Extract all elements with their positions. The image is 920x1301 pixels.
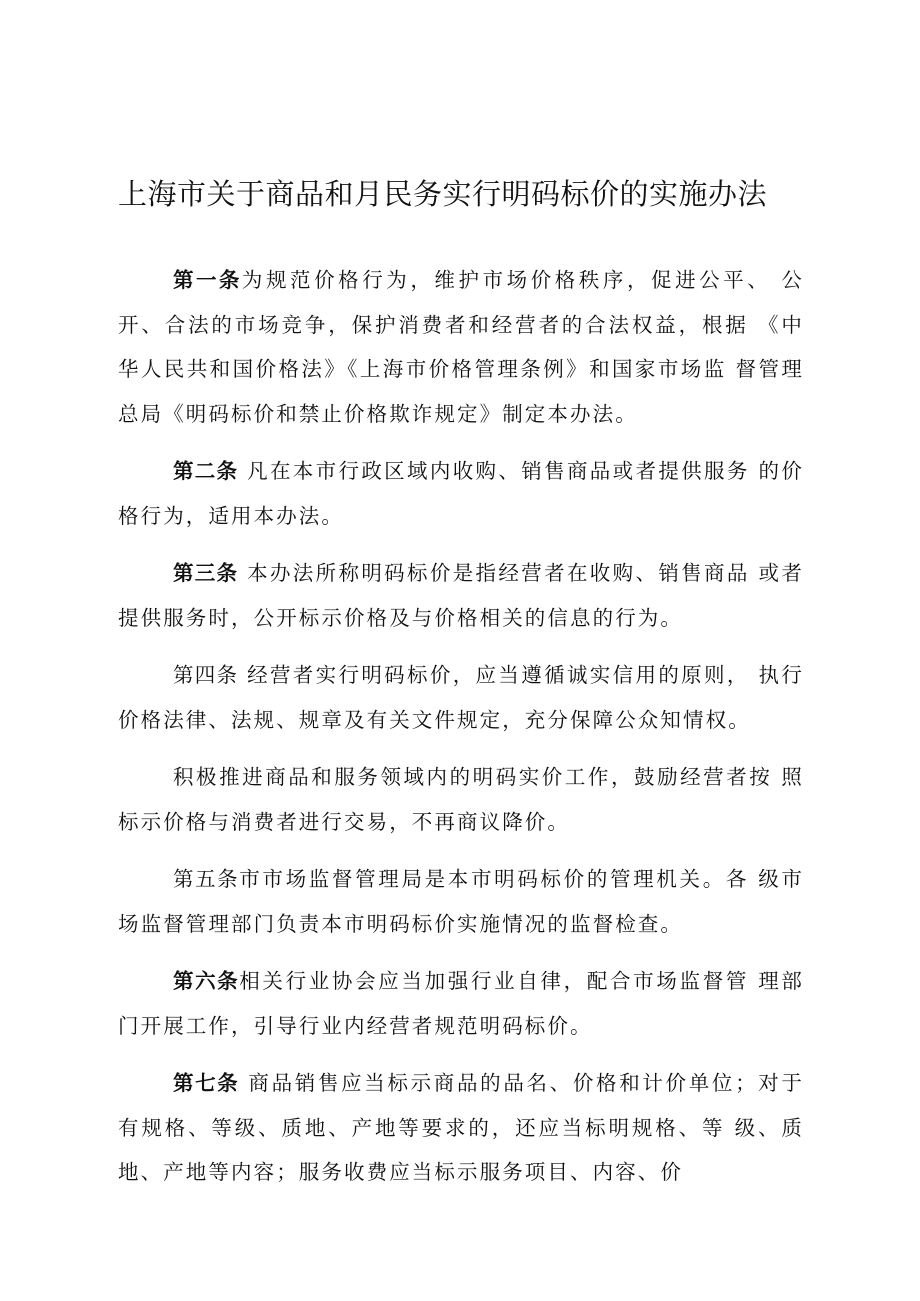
article-text: 本办法所称明码标价是指经营者在收购、销售商品 或者提供服务时，公开标示价格及与价格相关的信息的行为。 — [118, 561, 805, 630]
article-label: 第二条 — [173, 459, 239, 483]
article-4 — [118, 653, 804, 742]
article-label: 第五条 — [173, 867, 240, 891]
article-text: 为规范价格行为，维护市场价格秩序，促进公平、 公开、合法的市场竞争，保护消费者和经营者的合法权益，根据 《中华人民共和国价格法》《上海市价格管理条例》和国家市场监 督管理总局《明码标价和禁止价格欺诈规定》制定本办法。 — [118, 268, 805, 426]
document-body — [118, 258, 804, 1208]
article-label: 第四条 — [173, 663, 239, 687]
article-text: 市市场监督管理局是本市明码标价的管理机关。各 级市场监督管理部门负责本市明码标价实施情况的监督检查。 — [118, 867, 805, 936]
article-text: 凡在本市行政区域内收购、销售商品或者提供服务 的价格行为，适用本办法。 — [118, 459, 805, 528]
article-1 — [118, 258, 804, 436]
article-text: 商品销售应当标示商品的品名、价格和计价单位；对于有规格、等级、质地、产地等要求的，还应当标明规格、等 级、质地、产地等内容；服务收费应当标示服务项目、内容、价 — [118, 1071, 805, 1184]
document-title: 上海市关于商品和月民务实行明码标价的实施办法 — [118, 177, 768, 211]
article-text: 相关行业协会应当加强行业自律，配合市场监督管 理部门开展工作，引导行业内经营者规范明码标价。 — [118, 969, 805, 1038]
article-2 — [118, 449, 804, 538]
article-6 — [118, 959, 804, 1048]
article-text: 经营者实行明码标价，应当遵循诚实信用的原则， 执行价格法律、法规、规章及有关文件规定，充分保障公众知情权。 — [118, 663, 805, 732]
article-7 — [118, 1061, 804, 1195]
article-label: 第六条 — [173, 969, 240, 993]
article-label: 第七条 — [173, 1071, 240, 1095]
article-label: 第三条 — [173, 561, 239, 585]
article-label: 第一条 — [173, 268, 242, 292]
article-5 — [118, 857, 804, 946]
article-text: 积极推进商品和服务领域内的明码实价工作，鼓励经营者按 照标示价格与消费者进行交易，不再商议降价。 — [118, 765, 804, 834]
article-3 — [118, 551, 804, 640]
article-4-continued — [118, 755, 804, 844]
